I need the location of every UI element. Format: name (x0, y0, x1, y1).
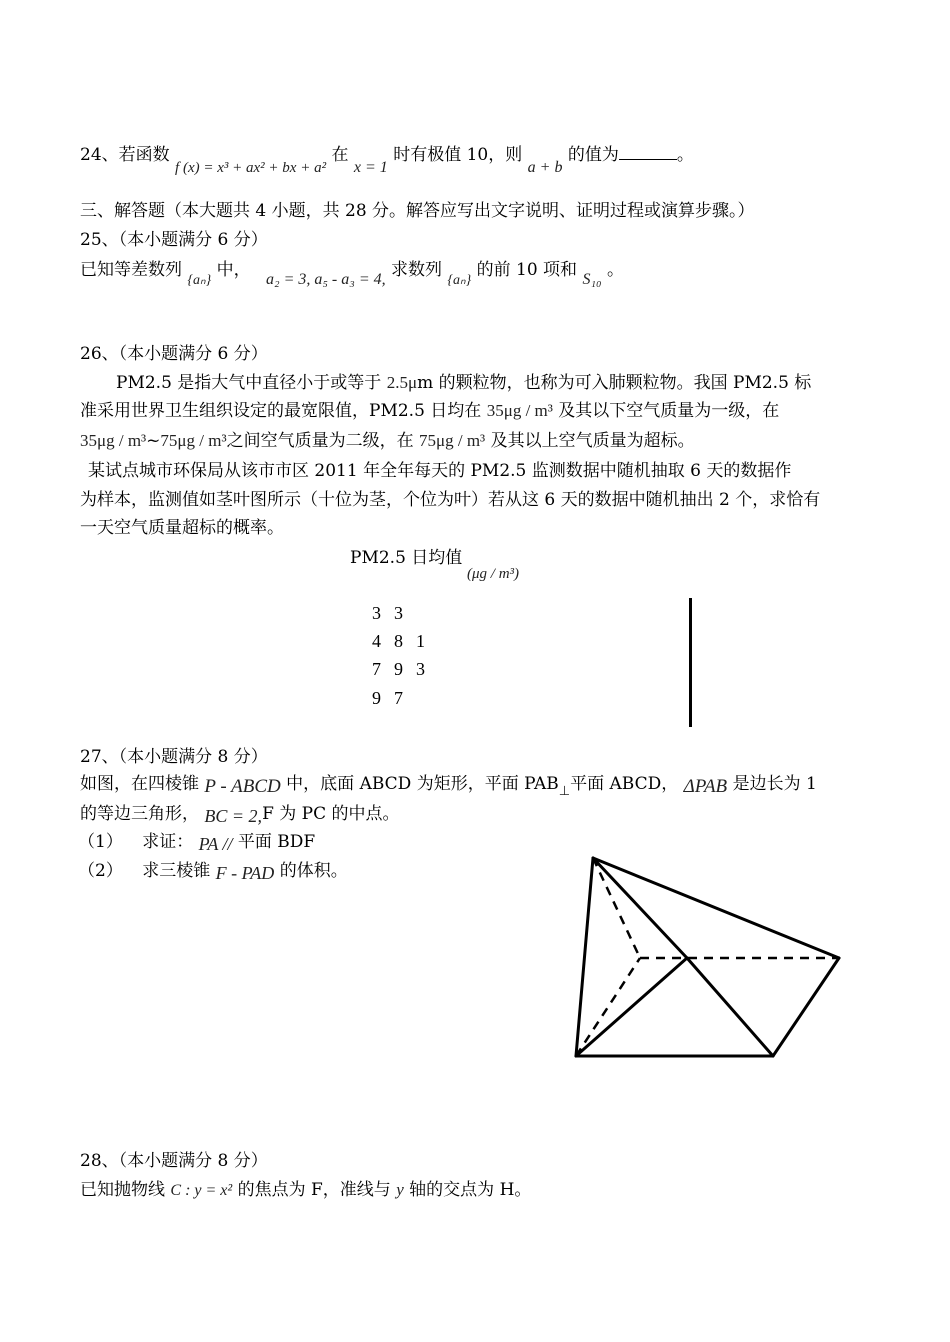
stem-value: 3 (372, 603, 381, 623)
leaf-value: 1 (416, 631, 425, 651)
edge-fb (687, 958, 773, 1056)
q27-p2-text-a: 求三棱锥 (142, 861, 211, 881)
q24-line (80, 143, 694, 176)
q27-l2-text-a: 的等边三角形， (80, 804, 199, 824)
q25-sequence-2: {aₙ} (447, 273, 472, 288)
q25-text-5: 。 (607, 260, 624, 280)
q27-line-1 (80, 772, 817, 797)
edge-bc (773, 958, 839, 1056)
pyramid-figure (560, 845, 860, 1070)
q27-part-2 (78, 858, 348, 883)
stem-value: 4 (372, 631, 381, 651)
q28-text-b: 的焦点为 F，准线与 (237, 1180, 391, 1200)
q26-l1-text-a: PM2.5 是指大气中直径小于或等于 (116, 373, 382, 393)
q27-p1-math: PA // (198, 834, 233, 854)
q27-l1-math-2: ΔPAB (683, 776, 728, 797)
q28-text-a: 已知抛物线 (80, 1180, 165, 1200)
q26-l3-math-3: 75μg / m³ (419, 431, 486, 450)
q28-text-c: 轴的交点为 H。 (409, 1180, 532, 1200)
q27-part-1 (78, 829, 315, 854)
q27-p1-text-b: 平面 BDF (237, 832, 316, 852)
q26-line-4: 某试点城市环保局从该市市区 2011 年全年每天的 PM2.5 监测数据中随机抽取 6 天的数据作 (88, 461, 792, 481)
q28-title: 28、（本小题满分 8 分） (80, 1151, 268, 1171)
q25-text-4: 的前 10 项和 (476, 260, 578, 280)
q25-condition: a₂ = 3, a₅ - a₃ = 4, (266, 271, 386, 288)
leaf-value: 3 (416, 659, 425, 679)
q27-l1-math: P - ABCD (204, 776, 281, 797)
q27-perp-symbol: ⊥ (558, 783, 571, 798)
q27-line-2 (80, 801, 400, 826)
q27-l2-text-b: F 为 PC 的中点。 (262, 804, 400, 824)
q25-text-1: 已知等差数列 (80, 260, 182, 280)
q27-l1-text-b: 中，底面 ABCD 为矩形，平面 PAB (286, 774, 559, 794)
q25-sequence: {aₙ} (187, 273, 212, 288)
q26-l1-math: 2.5μ (386, 373, 418, 392)
q28-line (80, 1178, 531, 1203)
q27-p1-text-a: 求证： (142, 832, 194, 852)
stem-leaf-row (372, 688, 416, 709)
q26-l3-text-b: 及其以上空气质量为超标。 (490, 431, 695, 451)
q26-line-6: 一天空气质量超标的概率。 (80, 518, 284, 538)
leaf-value: 7 (394, 688, 403, 708)
leaf-value: 3 (394, 603, 403, 623)
stem-value: 9 (372, 688, 381, 708)
q27-l2-math: BC = 2, (204, 806, 263, 826)
q27-title: 27、（本小题满分 8 分） (80, 747, 268, 767)
q24-tail: 的值为 (567, 145, 619, 165)
stem-value: 7 (372, 659, 381, 679)
q24-answer-blank (619, 143, 677, 160)
q24-at: 在 (331, 145, 349, 165)
q27-p1-number: （1） (78, 832, 123, 852)
q25-sum: S₁₀ (582, 271, 602, 288)
q26-line-3 (80, 429, 695, 453)
q25-line (80, 258, 624, 288)
q24-mid: 时有极值 10，则 (393, 145, 523, 165)
stem-leaf-row (372, 603, 416, 624)
q27-p2-math: F - PAD (215, 863, 275, 883)
leaf-value: 8 (394, 631, 403, 651)
q26-line-1 (116, 371, 811, 395)
q26-l2-text-a: 准采用世界卫生组织设定的最宽限值，PM2.5 日均在 (80, 401, 482, 421)
q27-p2-text-b: 的体积。 (279, 861, 348, 881)
section3-heading: 三、解答题（本大题共 4 小题，共 28 分。解答应写出文字说明、证明过程或演算步骤。） (80, 201, 755, 221)
chart-unit: (μg / m³) (467, 566, 520, 582)
q24-expr: a + b (527, 159, 563, 176)
q27-l1-text-c: 平面 ABCD， (570, 774, 679, 794)
q25-title: 25、（本小题满分 6 分） (80, 230, 268, 250)
q24-number: 24、若函数 (80, 145, 170, 165)
chart-title: PM2.5 日均值 (350, 548, 463, 568)
q26-l2-math: 35μg / m³ (486, 401, 553, 420)
edge-pd (593, 858, 839, 958)
q26-l3-tilde: ~ (146, 431, 161, 451)
q27-l1-text-a: 如图，在四棱锥 (80, 774, 199, 794)
q24-function: f (x) = x³ + ax² + bx + a² (175, 160, 327, 176)
q26-l3-math-1: 35μg / m³ (80, 431, 147, 450)
leaf-value: 9 (394, 659, 403, 679)
q26-line-5: 为样本，监测值如茎叶图所示（十位为茎，个位为叶）若从这 6 天的数据中随机抽出 2 个，求恰有 (80, 490, 821, 510)
stem-leaf-divider (689, 598, 692, 727)
q26-l3-math-2: 75μg / m³ (160, 431, 227, 450)
q26-l3-text-a: 之间空气质量为二级，在 (226, 431, 414, 451)
q24-x-value: x = 1 (353, 159, 388, 176)
q26-title: 26、（本小题满分 6 分） (80, 344, 268, 364)
q25-text-2: 中， (216, 260, 251, 280)
edge-pa (576, 858, 593, 1056)
stem-leaf-row (372, 631, 438, 652)
q28-math: C : y = x² (170, 1182, 233, 1199)
q28-y-axis: y (396, 1180, 404, 1199)
q24-end: 。 (676, 145, 694, 165)
stem-leaf-row (372, 659, 438, 680)
q27-p2-number: （2） (78, 861, 123, 881)
q25-text-3: 求数列 (391, 260, 443, 280)
q26-l2-text-b: 及其以下空气质量为一级，在 (558, 401, 780, 421)
q26-line-2 (80, 399, 779, 423)
q27-l1-text-d: 是边长为 1 (732, 774, 817, 794)
q26-l1-text-b: m 的颗粒物，也称为可入肺颗粒物。我国 PM2.5 标 (417, 373, 812, 393)
edge-pf (593, 858, 687, 958)
